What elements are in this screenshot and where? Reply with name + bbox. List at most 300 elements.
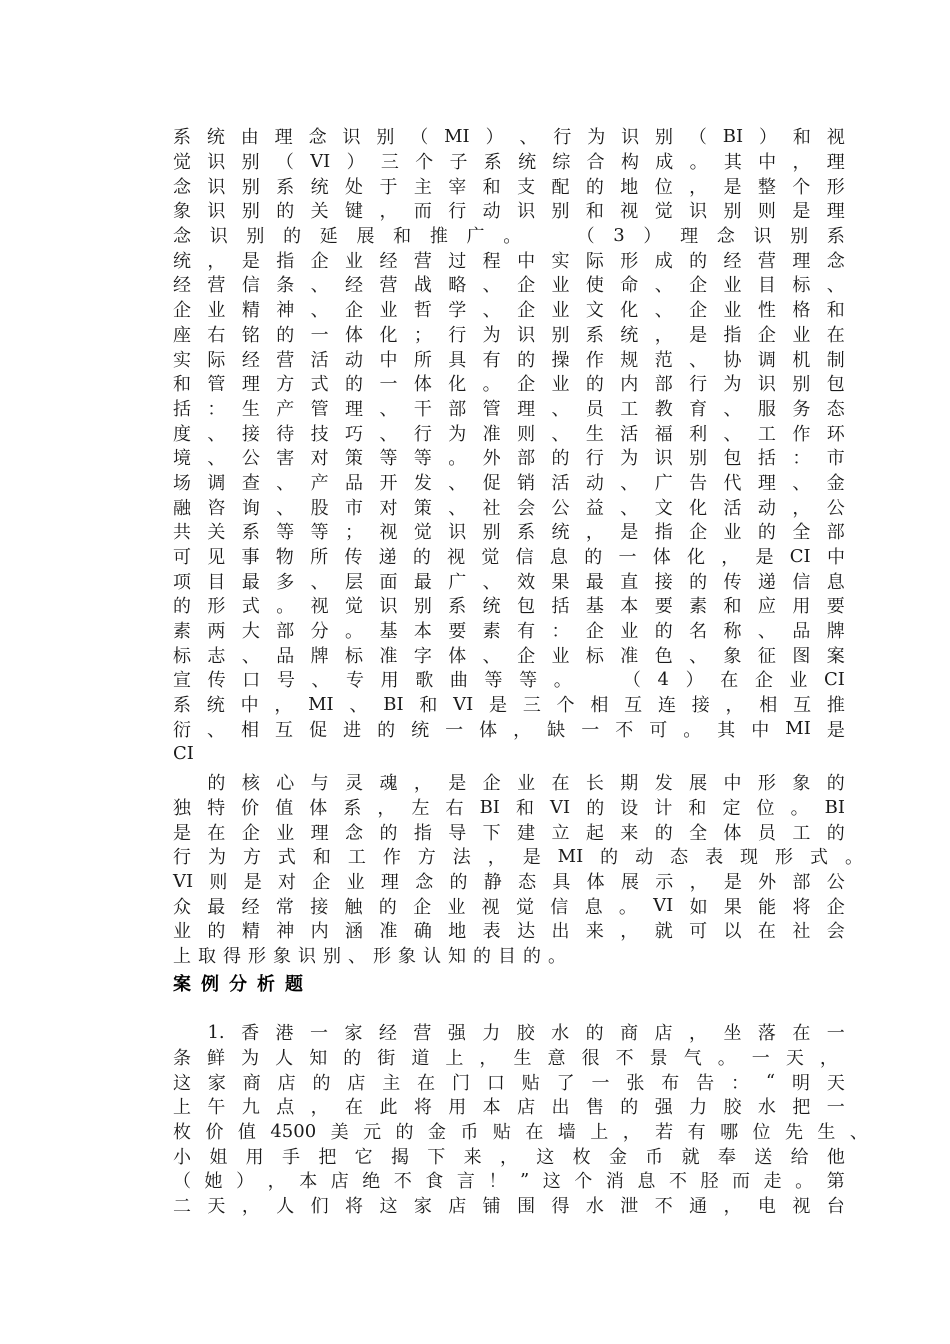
text-token: 理 bbox=[826, 201, 845, 223]
text-token: 本 bbox=[620, 596, 639, 618]
text-token: 识 bbox=[517, 201, 536, 223]
text-token: 象 bbox=[173, 201, 191, 223]
text-token: 知 bbox=[448, 946, 466, 968]
text-token: 整 bbox=[757, 176, 776, 198]
text-token: 念 bbox=[826, 250, 845, 272]
text-token: 、 bbox=[276, 497, 295, 519]
text-token: 家 bbox=[344, 1023, 363, 1045]
text-token: 企 bbox=[310, 250, 329, 272]
text-token: 。 bbox=[717, 1048, 736, 1070]
text-token: 是 bbox=[448, 773, 467, 795]
text-token: 不 bbox=[668, 1171, 687, 1193]
text-token: 业 bbox=[723, 275, 742, 297]
text-token: 业 bbox=[723, 522, 742, 544]
text-token: 所 bbox=[413, 349, 432, 371]
text-token: 互 bbox=[275, 719, 294, 741]
text-token: 是 bbox=[723, 872, 742, 894]
text-token: 连 bbox=[657, 695, 676, 717]
text-token: 精 bbox=[241, 921, 260, 943]
text-token: 发 bbox=[413, 472, 432, 494]
text-token: 企 bbox=[345, 300, 364, 322]
text-token: 视 bbox=[826, 127, 845, 149]
text-token: 准 bbox=[379, 921, 398, 943]
text-token: 行 bbox=[173, 847, 191, 869]
text-token: 的 bbox=[585, 1023, 604, 1045]
text-line bbox=[173, 692, 845, 717]
text-token: （ bbox=[410, 127, 429, 149]
text-token: 动 bbox=[482, 201, 501, 223]
text-token: 作 bbox=[585, 349, 604, 371]
text-token: 、 bbox=[689, 349, 708, 371]
text-token: 工 bbox=[620, 398, 639, 420]
text-token: 理 bbox=[274, 127, 293, 149]
text-token: 行 bbox=[413, 423, 432, 445]
text-line bbox=[173, 445, 845, 470]
text-token: 企 bbox=[754, 670, 773, 692]
text-token: 家 bbox=[207, 1072, 226, 1094]
text-token: 心 bbox=[276, 773, 295, 795]
text-token: 、 bbox=[276, 472, 295, 494]
text-token: 范 bbox=[654, 349, 673, 371]
text-token: 奉 bbox=[717, 1146, 736, 1168]
text-token: 很 bbox=[581, 1048, 600, 1070]
text-token: 延 bbox=[319, 226, 338, 248]
text-token: 的 bbox=[584, 547, 603, 569]
text-token: 胶 bbox=[516, 1023, 535, 1045]
text-token: 现 bbox=[740, 847, 759, 869]
text-token: 中 bbox=[758, 152, 777, 174]
text-token: 对 bbox=[278, 872, 296, 894]
text-token: 中 bbox=[723, 773, 742, 795]
text-token: 理 bbox=[757, 472, 776, 494]
text-token: 、 bbox=[207, 448, 226, 470]
text-token: 操 bbox=[551, 349, 570, 371]
text-token: 静 bbox=[483, 872, 502, 894]
text-token: 在 bbox=[792, 1023, 811, 1045]
text-token: 告 bbox=[696, 1072, 715, 1094]
text-token: 传 bbox=[207, 670, 226, 692]
text-token: 企 bbox=[689, 522, 708, 544]
text-token: ， bbox=[792, 152, 811, 174]
text-token bbox=[588, 666, 606, 692]
text-token: 方 bbox=[417, 847, 436, 869]
text-token: ， bbox=[654, 324, 673, 346]
text-token: 值 bbox=[275, 798, 294, 820]
text-token: 识 bbox=[207, 201, 226, 223]
text-token: 体 bbox=[586, 872, 605, 894]
text-token: 这 bbox=[379, 1196, 398, 1218]
text-token: 了 bbox=[556, 1072, 575, 1094]
text-token: 若 bbox=[655, 1122, 674, 1144]
text-token: 行 bbox=[553, 127, 572, 149]
text-token: ； bbox=[413, 324, 432, 346]
text-token: BI bbox=[824, 796, 845, 818]
text-token: 。 bbox=[790, 798, 809, 820]
text-token: 企 bbox=[826, 896, 845, 918]
text-token: 产 bbox=[276, 398, 295, 420]
text-token: （ bbox=[622, 670, 641, 692]
text-token: 是 bbox=[826, 719, 845, 741]
text-token: 包 bbox=[517, 596, 536, 618]
text-token: 售 bbox=[585, 1097, 604, 1119]
text-token: 统 bbox=[620, 324, 639, 346]
text-token: 系 bbox=[173, 127, 191, 149]
text-token: 识 bbox=[298, 946, 316, 968]
text-token: 布 bbox=[661, 1072, 680, 1094]
text-token: VI bbox=[453, 693, 474, 715]
text-token: 天 bbox=[207, 1196, 226, 1218]
text-token: 、 bbox=[551, 398, 570, 420]
text-token: 素 bbox=[173, 621, 191, 643]
text-token: 中 bbox=[826, 547, 845, 569]
text-token: 经 bbox=[378, 1023, 397, 1045]
text-token: 方 bbox=[276, 374, 295, 396]
text-token: 1. bbox=[207, 1021, 225, 1043]
paragraph-case-study bbox=[173, 1020, 868, 1218]
text-token: 形 bbox=[248, 946, 266, 968]
text-token: 指 bbox=[723, 324, 742, 346]
text-token: 指 bbox=[413, 822, 432, 844]
text-token: 经 bbox=[345, 275, 364, 297]
text-token: 铺 bbox=[482, 1196, 501, 1218]
text-token: 包 bbox=[826, 374, 845, 396]
text-token: 涵 bbox=[345, 921, 364, 943]
text-token: 命 bbox=[620, 275, 639, 297]
text-token: 主 bbox=[382, 1072, 401, 1094]
text-token: 系 bbox=[826, 226, 845, 248]
text-token: 际 bbox=[207, 349, 226, 371]
text-token: 识 bbox=[753, 226, 772, 248]
text-token: 别 bbox=[551, 201, 570, 223]
text-token: 位 bbox=[752, 1122, 771, 1144]
text-token: 给 bbox=[790, 1146, 809, 1168]
text-token: 合 bbox=[586, 152, 605, 174]
text-token: 午 bbox=[207, 1097, 226, 1119]
text-token: 系 bbox=[276, 176, 295, 198]
text-token: 式 bbox=[310, 374, 329, 396]
text-token: 和 bbox=[312, 847, 331, 869]
text-token: 别 bbox=[413, 596, 432, 618]
text-token: 企 bbox=[482, 773, 501, 795]
text-token: 业 bbox=[276, 822, 295, 844]
text-line bbox=[173, 124, 845, 149]
text-token: 企 bbox=[585, 621, 604, 643]
text-token: 营 bbox=[413, 250, 432, 272]
text-token: 的 bbox=[757, 522, 776, 544]
text-token: 要 bbox=[654, 596, 673, 618]
text-token: 目 bbox=[757, 275, 776, 297]
text-token: 业 bbox=[620, 621, 639, 643]
text-token: 素 bbox=[689, 596, 708, 618]
text-token: 象 bbox=[273, 946, 291, 968]
text-token: 。 bbox=[618, 896, 637, 918]
text-token: 待 bbox=[276, 423, 295, 445]
text-token: 出 bbox=[551, 921, 570, 943]
text-token: 广 bbox=[654, 472, 673, 494]
text-token: 能 bbox=[758, 896, 777, 918]
text-token: 互 bbox=[624, 695, 643, 717]
text-token: 统 bbox=[482, 596, 501, 618]
text-token: 协 bbox=[723, 349, 742, 371]
text-token: 的 bbox=[379, 822, 398, 844]
text-token: 关 bbox=[310, 201, 329, 223]
text-token: 其 bbox=[723, 152, 742, 174]
text-token: ， bbox=[819, 1048, 838, 1070]
text-token: ， bbox=[241, 1196, 260, 1218]
text-token: 念 bbox=[308, 127, 327, 149]
text-line bbox=[173, 943, 845, 968]
text-token: 泄 bbox=[620, 1196, 639, 1218]
text-token: ） bbox=[346, 152, 365, 174]
text-token: 水 bbox=[757, 1097, 776, 1119]
text-token: 企 bbox=[757, 324, 776, 346]
text-token: 略 bbox=[448, 275, 467, 297]
text-token: 直 bbox=[620, 571, 639, 593]
text-token: 确 bbox=[413, 921, 432, 943]
text-token: 有 bbox=[482, 349, 501, 371]
text-token: 效 bbox=[517, 571, 536, 593]
text-token: 业 bbox=[723, 300, 742, 322]
text-token: 的 bbox=[449, 872, 468, 894]
text-token: 推 bbox=[429, 226, 448, 248]
text-token: 其 bbox=[717, 719, 736, 741]
text-token: 姐 bbox=[209, 1146, 228, 1168]
text-token: 广 bbox=[466, 226, 485, 248]
text-token: 接 bbox=[241, 423, 260, 445]
text-token: ： bbox=[207, 398, 226, 420]
text-token: 牌 bbox=[826, 621, 845, 643]
text-token: 咨 bbox=[207, 497, 226, 519]
text-token: 际 bbox=[585, 250, 604, 272]
text-token: 两 bbox=[207, 621, 226, 643]
text-token: 在 bbox=[417, 1072, 436, 1094]
text-token: CI bbox=[173, 743, 194, 765]
text-token: 4500 bbox=[270, 1120, 317, 1142]
text-token: 关 bbox=[207, 522, 226, 544]
text-token: 的 bbox=[600, 847, 619, 869]
text-token: 调 bbox=[207, 472, 226, 494]
text-token: 系 bbox=[483, 152, 502, 174]
text-token: ） bbox=[236, 1171, 255, 1193]
text-token: 觉 bbox=[173, 152, 191, 174]
text-token: ， bbox=[274, 695, 293, 717]
text-token: 、 bbox=[826, 275, 845, 297]
text-token: 识 bbox=[207, 152, 226, 174]
text-token: 宣 bbox=[173, 670, 191, 692]
text-token: 上 bbox=[445, 1048, 464, 1070]
text-token: 为 bbox=[482, 324, 501, 346]
text-token: 不 bbox=[393, 1171, 412, 1193]
text-token: 征 bbox=[757, 645, 776, 667]
text-token: 和 bbox=[826, 300, 845, 322]
text-token: 口 bbox=[242, 670, 261, 692]
text-token: 在 bbox=[720, 670, 739, 692]
text-token: 教 bbox=[654, 398, 673, 420]
text-token: 的 bbox=[345, 374, 364, 396]
text-token: VI bbox=[173, 870, 194, 892]
text-token: ： bbox=[551, 621, 570, 643]
text-token: 称 bbox=[723, 621, 742, 643]
text-token: 下 bbox=[427, 1146, 446, 1168]
text-token: 干 bbox=[413, 398, 432, 420]
text-token: 本 bbox=[299, 1171, 318, 1193]
text-token: 一 bbox=[379, 374, 398, 396]
text-token: 要 bbox=[826, 596, 845, 618]
text-token: 神 bbox=[276, 921, 295, 943]
text-token: 缺 bbox=[547, 719, 566, 741]
text-token: 地 bbox=[620, 176, 639, 198]
text-token: 的 bbox=[689, 250, 708, 272]
text-token: 众 bbox=[173, 896, 191, 918]
text-token: 地 bbox=[448, 921, 467, 943]
text-token: 场 bbox=[173, 472, 191, 494]
text-token: 多 bbox=[276, 571, 295, 593]
text-token: 牌 bbox=[310, 645, 329, 667]
text-token: 哪 bbox=[720, 1122, 739, 1144]
text-token: 色 bbox=[654, 645, 673, 667]
text-token: 来 bbox=[585, 921, 604, 943]
text-token: 目 bbox=[207, 571, 226, 593]
text-token: 实 bbox=[551, 250, 570, 272]
text-token: “ bbox=[765, 1071, 776, 1093]
text-token: 化 bbox=[379, 324, 398, 346]
text-token: ， bbox=[487, 847, 506, 869]
text-line bbox=[173, 869, 845, 894]
text-token: 市 bbox=[826, 448, 845, 470]
text-token: 、 bbox=[723, 398, 742, 420]
text-token: 可 bbox=[173, 547, 191, 569]
text-token: 化 bbox=[686, 547, 705, 569]
text-token: 统 bbox=[551, 522, 570, 544]
text-token: 。 bbox=[503, 226, 522, 248]
text-token: 文 bbox=[654, 497, 673, 519]
text-token: 美 bbox=[330, 1122, 349, 1144]
text-token: 们 bbox=[310, 1196, 329, 1218]
text-token: 全 bbox=[689, 822, 708, 844]
text-line bbox=[173, 247, 845, 272]
text-line bbox=[173, 1045, 838, 1070]
text-line bbox=[173, 642, 845, 667]
text-token: 则 bbox=[517, 423, 536, 445]
text-token: 为 bbox=[723, 374, 742, 396]
text-token: 别 bbox=[241, 176, 260, 198]
text-token: 员 bbox=[757, 822, 776, 844]
text-token: 查 bbox=[241, 472, 260, 494]
text-token: 部 bbox=[654, 374, 673, 396]
text-token: VI bbox=[310, 150, 331, 172]
text-token: 所 bbox=[310, 547, 329, 569]
text-token: 融 bbox=[173, 497, 191, 519]
text-token: 消 bbox=[605, 1171, 624, 1193]
text-token: 活 bbox=[723, 497, 742, 519]
text-token: 业 bbox=[517, 773, 536, 795]
text-token: 的 bbox=[207, 921, 226, 943]
text-token: 准 bbox=[379, 645, 398, 667]
text-token: 体 bbox=[413, 374, 432, 396]
text-line bbox=[173, 272, 845, 297]
text-token: 于 bbox=[379, 176, 398, 198]
text-token: 一 bbox=[618, 547, 637, 569]
text-token: ， bbox=[689, 176, 708, 198]
text-token: 触 bbox=[344, 896, 363, 918]
text-token: 视 bbox=[310, 596, 329, 618]
text-token: 福 bbox=[654, 423, 673, 445]
text-token: 号 bbox=[276, 670, 295, 692]
text-token: 企 bbox=[173, 300, 191, 322]
text-token: 相 bbox=[759, 695, 778, 717]
text-token: 这 bbox=[542, 1171, 561, 1193]
text-token bbox=[173, 1019, 191, 1045]
text-token: 股 bbox=[310, 497, 329, 519]
text-token: 表 bbox=[705, 847, 724, 869]
text-token: 、 bbox=[348, 946, 366, 968]
text-token: 系 bbox=[517, 522, 536, 544]
text-token: 视 bbox=[620, 201, 639, 223]
text-token: 店 bbox=[277, 1072, 296, 1094]
text-token: 、 bbox=[519, 127, 538, 149]
text-token: 形 bbox=[826, 176, 845, 198]
text-token: 促 bbox=[309, 719, 328, 741]
text-token: 部 bbox=[826, 522, 845, 544]
text-token: 气 bbox=[683, 1048, 702, 1070]
text-token: 以 bbox=[723, 921, 742, 943]
text-token: 的 bbox=[283, 226, 302, 248]
text-token: 行 bbox=[448, 324, 467, 346]
text-token: 是 bbox=[489, 695, 508, 717]
text-token: 告 bbox=[689, 472, 708, 494]
text-token: 传 bbox=[344, 547, 363, 569]
text-token: 二 bbox=[173, 1196, 191, 1218]
text-token: 走 bbox=[763, 1171, 782, 1193]
text-token: 是 bbox=[792, 201, 811, 223]
text-token: 表 bbox=[482, 921, 501, 943]
text-token: 生 bbox=[585, 423, 604, 445]
text-token: 歌 bbox=[415, 670, 434, 692]
text-token: 部 bbox=[448, 398, 467, 420]
text-token: 把 bbox=[792, 1097, 811, 1119]
text-token: 别 bbox=[551, 324, 570, 346]
text-token: 准 bbox=[620, 645, 639, 667]
text-token: 活 bbox=[310, 349, 329, 371]
text-token: 识 bbox=[621, 127, 640, 149]
text-line bbox=[173, 1168, 845, 1193]
text-token: ； bbox=[345, 522, 364, 544]
text-token: 币 bbox=[460, 1122, 479, 1144]
text-token: 和 bbox=[723, 596, 742, 618]
text-token: 键 bbox=[345, 201, 364, 223]
text-token: 这 bbox=[536, 1146, 555, 1168]
text-token: 名 bbox=[689, 621, 708, 643]
text-token: 作 bbox=[792, 423, 811, 445]
text-token: 式 bbox=[277, 847, 296, 869]
text-token: 九 bbox=[241, 1097, 260, 1119]
text-line bbox=[173, 893, 845, 918]
text-token: 、 bbox=[482, 645, 501, 667]
text-token: 社 bbox=[792, 921, 811, 943]
text-token: 、 bbox=[792, 472, 811, 494]
text-token: 水 bbox=[551, 1023, 570, 1045]
text-token: ， bbox=[379, 201, 398, 223]
text-token: 技 bbox=[310, 423, 329, 445]
text-token: 统 bbox=[518, 152, 537, 174]
text-line bbox=[173, 1020, 845, 1045]
text-token: 度 bbox=[173, 423, 191, 445]
text-line bbox=[173, 717, 845, 742]
text-token: 口 bbox=[486, 1072, 505, 1094]
text-token: 害 bbox=[276, 448, 295, 470]
text-token: 息 bbox=[826, 571, 845, 593]
text-token: 的 bbox=[826, 822, 845, 844]
